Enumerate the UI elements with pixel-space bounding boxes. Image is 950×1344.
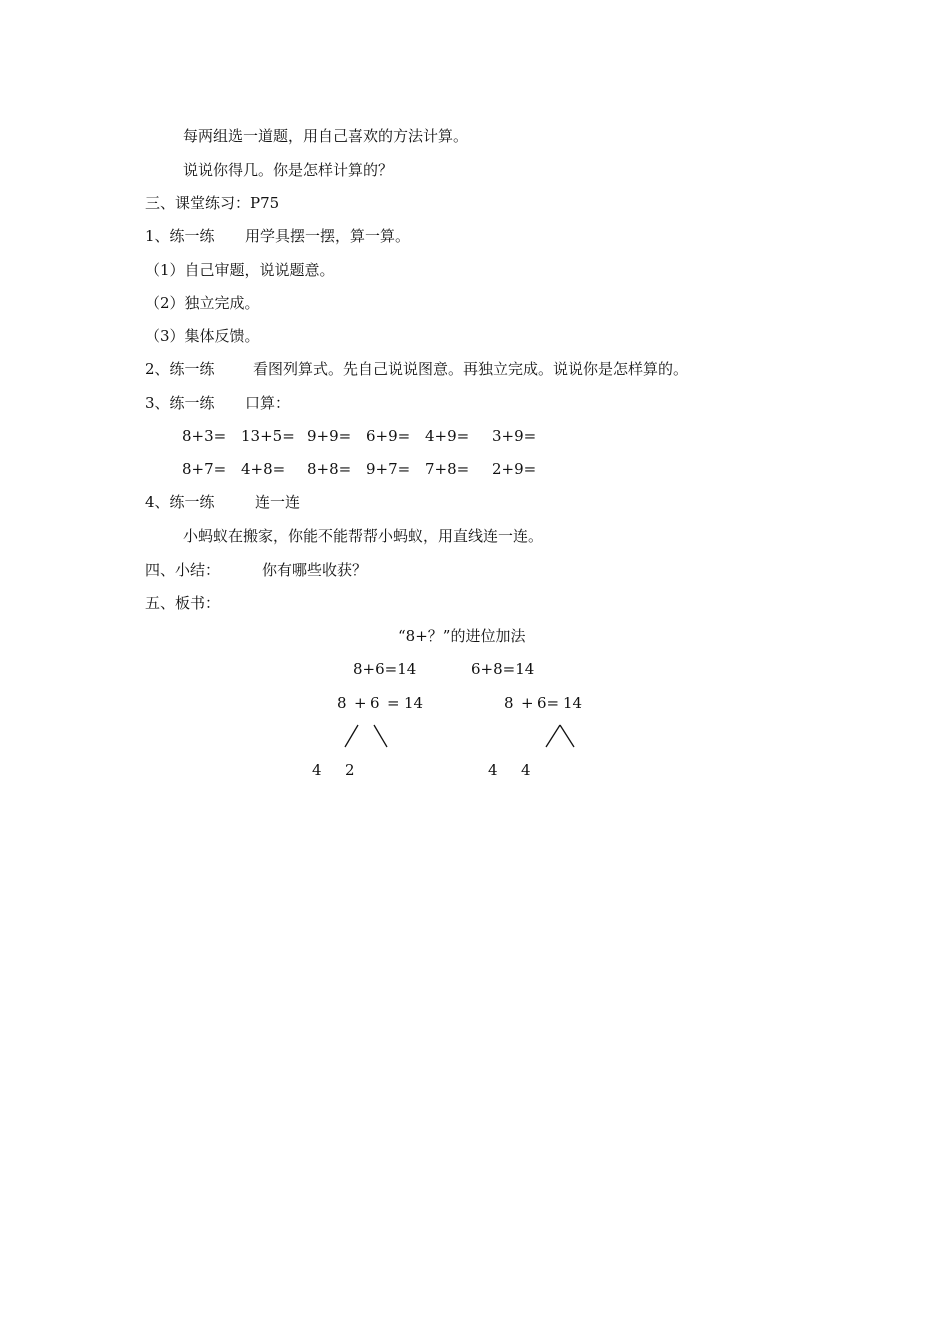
board-digit: 8: [337, 694, 347, 712]
board-digit: 4: [312, 761, 322, 779]
oral-item: 6+9=: [366, 427, 411, 445]
split-lines-icon: [340, 722, 390, 750]
oral-item: 2+9=: [492, 460, 537, 478]
text-line: （3）集体反馈。: [145, 327, 260, 345]
exercise-label: 2、练一练: [145, 360, 215, 378]
oral-item: 8+3=: [182, 427, 227, 445]
text-line: （1）自己审题，说说题意。: [145, 261, 335, 279]
oral-item: 4+9=: [425, 427, 470, 445]
board-digit: 8: [504, 694, 514, 712]
exercise-label: 4、练一练: [145, 493, 215, 511]
exercise-text: 用学具摆一摆，算一算。: [245, 227, 411, 245]
board-operator: +: [354, 694, 367, 712]
text-line: 每两组选一道题，用自己喜欢的方法计算。: [183, 127, 469, 145]
oral-item: 3+9=: [492, 427, 537, 445]
oral-item: 8+7=: [182, 460, 227, 478]
oral-item: 13+5=: [241, 427, 295, 445]
oral-item: 8+8=: [307, 460, 352, 478]
board-equation: 8+6=14: [353, 660, 417, 678]
board-digit: 6: [370, 694, 380, 712]
board-digit: 14: [563, 694, 583, 712]
board-digit: 4: [521, 761, 531, 779]
section-heading: 四、小结：: [145, 561, 221, 579]
oral-item: 9+7=: [366, 460, 411, 478]
board-digit: 14: [404, 694, 424, 712]
exercise-text: 看图列算式。先自己说说图意。再独立完成。说说你是怎样算的。: [253, 360, 689, 378]
section-heading: 三、课堂练习：P75: [145, 194, 280, 212]
split-lines-icon: [542, 722, 578, 750]
board-digit: 4: [488, 761, 498, 779]
board-digit: 2: [345, 761, 355, 779]
exercise-label: 3、练一练: [145, 394, 215, 412]
text-line: （2）独立完成。: [145, 294, 260, 312]
board-operator: +: [521, 694, 534, 712]
text-line: 小蚂蚁在搬家，你能不能帮帮小蚂蚁，用直线连一连。: [183, 527, 544, 545]
board-equation: 6+8=14: [471, 660, 535, 678]
exercise-label: 1、练一练: [145, 227, 215, 245]
board-title: “8+？”的进位加法: [398, 627, 526, 645]
text-line: 说说你得几。你是怎样计算的？: [183, 161, 394, 179]
exercise-text: 连一连: [255, 493, 301, 511]
board-operator: =: [387, 694, 400, 712]
oral-item: 4+8=: [241, 460, 286, 478]
oral-item: 9+9=: [307, 427, 352, 445]
oral-item: 7+8=: [425, 460, 470, 478]
text-line: 你有哪些收获？: [262, 561, 368, 579]
exercise-text: 口算：: [245, 394, 291, 412]
section-heading: 五、板书：: [145, 594, 221, 612]
board-digit: 6=: [537, 694, 560, 712]
